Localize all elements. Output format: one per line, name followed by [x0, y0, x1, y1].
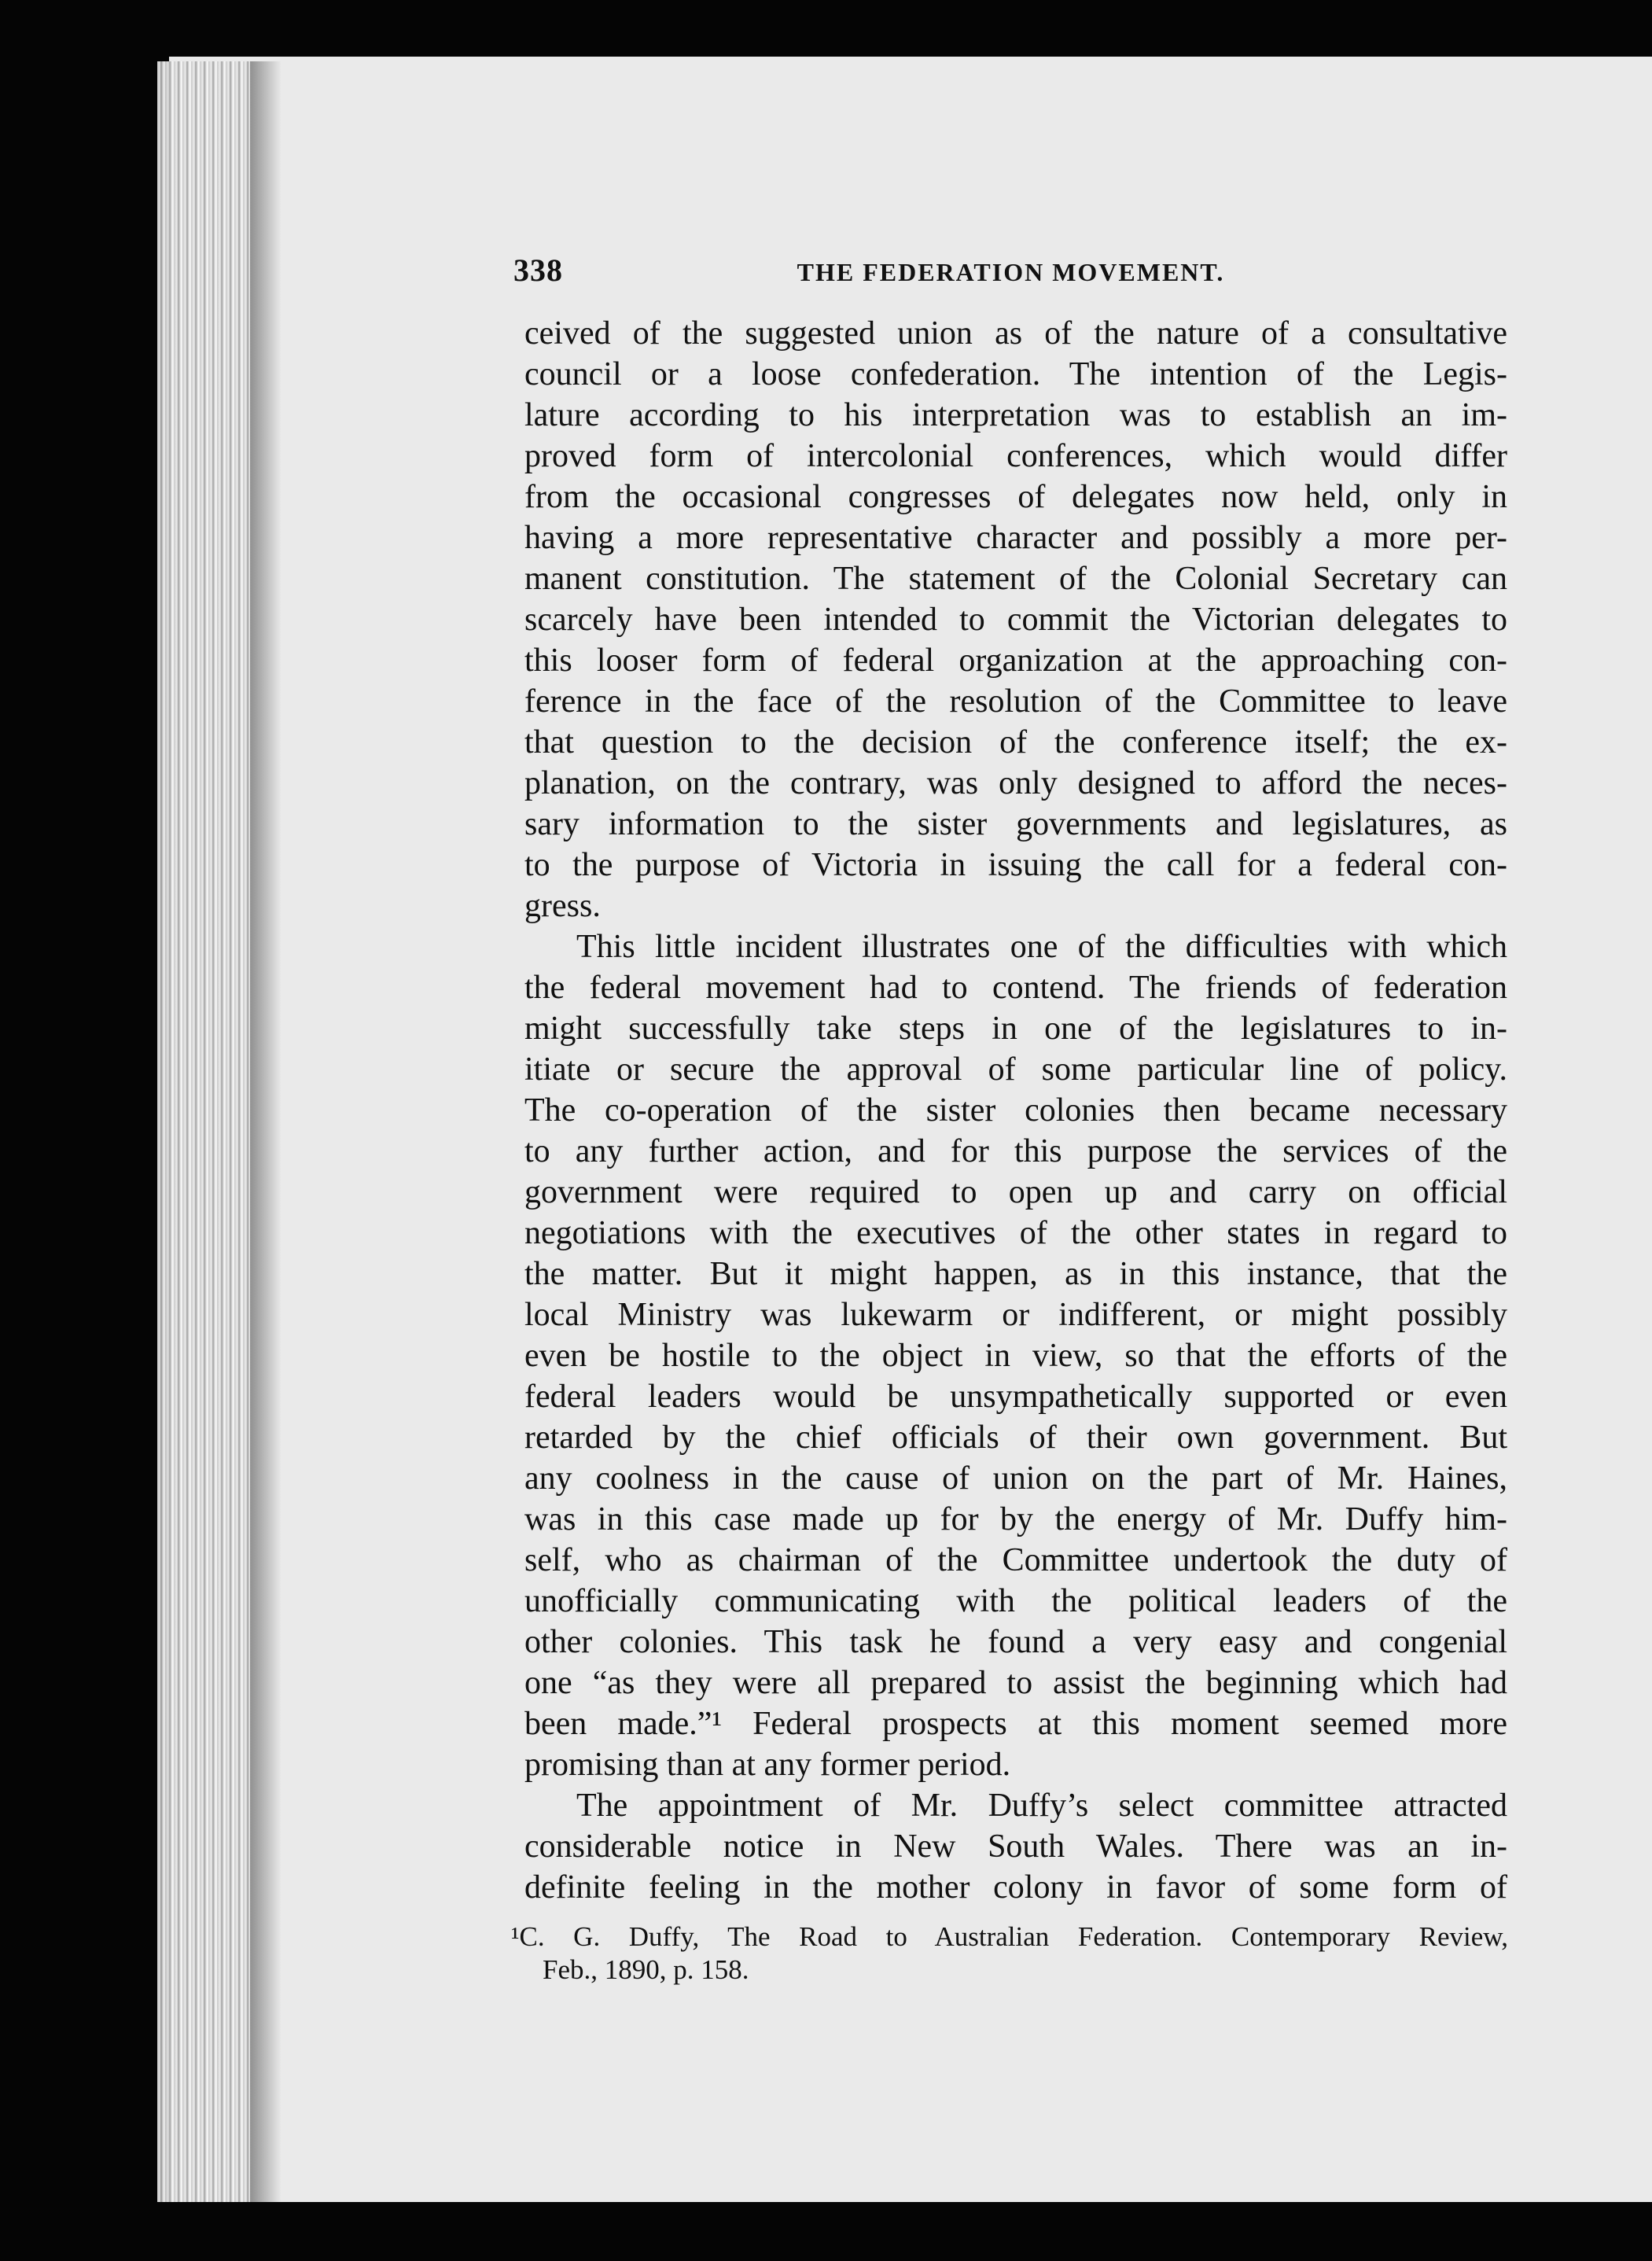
- page-edges: [157, 61, 252, 2202]
- text-line: federal leaders would be unsympathetically supported or even: [524, 1379, 1507, 1415]
- text-line: to any further action, and for this purpose the services of the: [524, 1133, 1507, 1169]
- text-line: council or a loose confederation. The intention of the Legis-: [524, 356, 1507, 392]
- page-header: [513, 252, 1508, 299]
- text-line: itiate or secure the approval of some particular line of policy.: [524, 1051, 1507, 1088]
- text-line: scarcely have been intended to commit the Victorian delegates to: [524, 602, 1507, 638]
- text-line: from the occasional congresses of delegates now held, only in: [524, 479, 1507, 515]
- spine-shadow: [250, 61, 281, 2202]
- text-line: The co-operation of the sister colonies then became necessary: [524, 1092, 1507, 1129]
- text-line: this looser form of federal organization at the approaching con-: [524, 643, 1507, 679]
- text-line: considerable notice in New South Wales. There was an in-: [524, 1828, 1507, 1865]
- page-number: 338: [513, 252, 563, 288]
- body-text: [524, 313, 1507, 1908]
- text-line: been made.”¹ Federal prospects at this moment seemed more: [524, 1706, 1507, 1742]
- text-line: any coolness in the cause of union on the part of Mr. Haines,: [524, 1460, 1507, 1497]
- text-line: having a more representative character and possibly a more per-: [524, 520, 1507, 556]
- text-line: self, who as chairman of the Committee undertook the duty of: [524, 1542, 1507, 1578]
- text-line: This little incident illustrates one of the difficulties with which: [576, 929, 1507, 965]
- text-line: promising than at any former period.: [524, 1747, 1011, 1783]
- text-line: local Ministry was lukewarm or indifferent, or might possibly: [524, 1297, 1507, 1333]
- text-line: gress.: [524, 888, 601, 924]
- text-line: ference in the face of the resolution of the Committee to leave: [524, 683, 1507, 720]
- text-line: the federal movement had to contend. The friends of federation: [524, 970, 1507, 1006]
- text-line: planation, on the contrary, was only designed to afford the neces-: [524, 765, 1507, 801]
- text-line: government were required to open up and carry on official: [524, 1174, 1507, 1210]
- text-line: The appointment of Mr. Duffy’s select committee attracted: [576, 1788, 1507, 1824]
- text-line: unofficially communicating with the political leaders of the: [524, 1583, 1507, 1619]
- text-line: might successfully take steps in one of the legislatures to in-: [524, 1011, 1507, 1047]
- footnote: [511, 1920, 1508, 1987]
- text-line: the matter. But it might happen, as in this instance, that the: [524, 1256, 1507, 1292]
- text-line: sary information to the sister governments and legislatures, as: [524, 806, 1507, 842]
- text-line: lature according to his interpretation was to establish an im-: [524, 397, 1507, 433]
- text-line: to the purpose of Victoria in issuing the call for a federal con-: [524, 847, 1507, 883]
- text-line: manent constitution. The statement of the Colonial Secretary can: [524, 561, 1507, 597]
- text-line: one “as they were all prepared to assist the beginning which had: [524, 1665, 1507, 1701]
- text-line: definite feeling in the mother colony in favor of some form of: [524, 1869, 1507, 1906]
- text-line: ceived of the suggested union as of the nature of a consultative: [524, 315, 1507, 352]
- text-line: negotiations with the executives of the other states in regard to: [524, 1215, 1507, 1251]
- text-line: other colonies. This task he found a very easy and congenial: [524, 1624, 1507, 1660]
- text-line: was in this case made up for by the energy of Mr. Duffy him-: [524, 1501, 1507, 1537]
- running-head: THE FEDERATION MOVEMENT.: [797, 258, 1225, 286]
- footnote-line: Feb., 1890, p. 158.: [543, 1954, 749, 1985]
- text-line: that question to the decision of the conference itself; the ex-: [524, 724, 1507, 760]
- footnote-line: ¹C. G. Duffy, The Road to Australian Federation. Contemporary Review,: [511, 1921, 1508, 1952]
- text-line: proved form of intercolonial conferences, which would differ: [524, 438, 1507, 474]
- text-line: even be hostile to the object in view, so that the efforts of the: [524, 1338, 1507, 1374]
- text-line: retarded by the chief officials of their own government. But: [524, 1420, 1507, 1456]
